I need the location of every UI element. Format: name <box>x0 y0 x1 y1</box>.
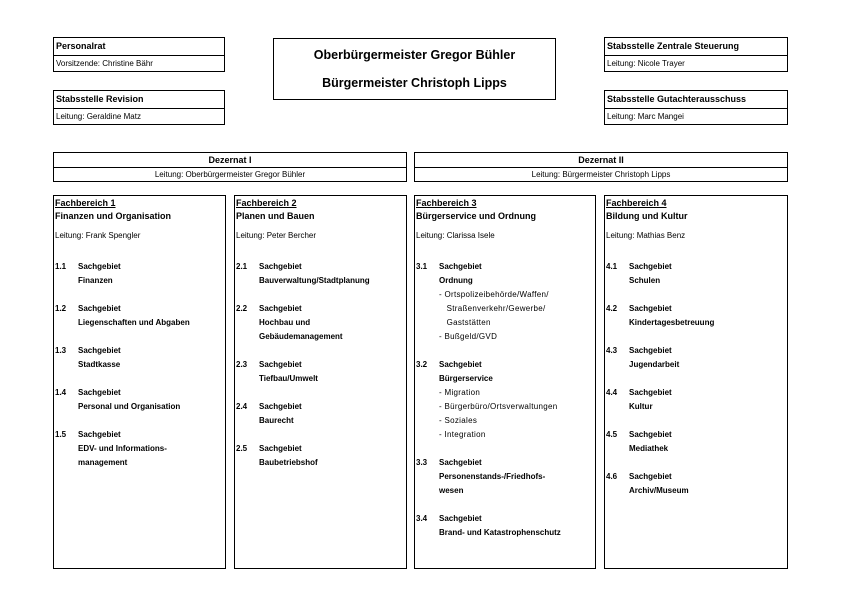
personalrat-title: Personalrat <box>56 41 106 51</box>
sachgebiet-name: Liegenschaften und Abgaben <box>78 318 190 327</box>
fachbereich-1-lead: Leitung: Frank Spengler <box>55 231 141 240</box>
revision-box <box>53 90 225 125</box>
sachgebiet-name: Baubetriebshof <box>259 458 318 467</box>
fachbereich-3-lead: Leitung: Clarissa Isele <box>416 231 495 240</box>
sachgebiet-name: Personal und Organisation <box>78 402 181 411</box>
sachgebiet-number: 3.3 <box>416 458 428 467</box>
sachgebiet-subtask: - Integration <box>439 430 486 439</box>
fachbereich-1-title: Fachbereich 1 <box>55 198 116 208</box>
sachgebiet-name: Kultur <box>629 402 653 411</box>
sachgebiet-number: 3.2 <box>416 360 428 369</box>
sachgebiet-number: 4.4 <box>606 388 618 397</box>
gutachterausschuss-title: Stabsstelle Gutachterausschuss <box>607 94 747 104</box>
sachgebiet-label: Sachgebiet <box>78 262 121 271</box>
sachgebiet-number: 1.2 <box>55 304 67 313</box>
divider <box>54 167 406 168</box>
dezernat-2-title: Dezernat II <box>578 155 624 165</box>
sachgebiet-name: EDV- und Informations- <box>78 444 167 453</box>
sachgebiet-number: 2.2 <box>236 304 248 313</box>
sachgebiet-number: 1.1 <box>55 262 67 271</box>
sachgebiet-name: Archiv/Museum <box>629 486 689 495</box>
revision-lead: Leitung: Geraldine Matz <box>56 112 141 121</box>
sachgebiet-name: Bauverwaltung/Stadtplanung <box>259 276 370 285</box>
sachgebiet-number: 2.5 <box>236 444 248 453</box>
sachgebiet-label: Sachgebiet <box>259 304 302 313</box>
fachbereich-3-box <box>414 195 596 569</box>
dezernat-2-lead: Leitung: Bürgermeister Christoph Lipps <box>531 170 671 179</box>
sachgebiet-name: management <box>78 458 128 467</box>
sachgebiet-subtask: - Bürgerbüro/Ortsverwaltungen <box>439 402 558 411</box>
divider <box>605 108 787 109</box>
mayor-line-1: Oberbürgermeister Gregor Bühler <box>313 48 516 62</box>
fachbereich-4-lead: Leitung: Mathias Benz <box>606 231 686 240</box>
personalrat-box <box>53 37 225 72</box>
sachgebiet-name: Schulen <box>629 276 661 285</box>
sachgebiet-number: 1.4 <box>55 388 67 397</box>
sachgebiet-number: 3.1 <box>416 262 428 271</box>
fachbereich-3-title: Fachbereich 3 <box>416 198 477 208</box>
sachgebiet-subtask: - Bußgeld/GVD <box>439 332 498 341</box>
sachgebiet-name: Ordnung <box>439 276 473 285</box>
fachbereich-4-box <box>604 195 788 569</box>
sachgebiet-subtask: Straßenverkehr/Gewerbe/ <box>439 304 546 313</box>
sachgebiet-label: Sachgebiet <box>439 262 482 271</box>
sachgebiet-name: Baurecht <box>259 416 294 425</box>
sachgebiet-subtask: - Ortspolizeibehörde/Waffen/ <box>439 290 549 299</box>
sachgebiet-label: Sachgebiet <box>78 388 121 397</box>
sachgebiet-subtask: - Migration <box>439 388 481 397</box>
divider <box>54 55 224 56</box>
sachgebiet-label: Sachgebiet <box>259 360 302 369</box>
sachgebiet-number: 4.5 <box>606 430 618 439</box>
fachbereich-3-name: Bürgerservice und Ordnung <box>416 211 537 221</box>
sachgebiet-subtask: Gaststätten <box>439 318 491 327</box>
sachgebiet-name: Gebäudemanagement <box>259 332 343 341</box>
sachgebiet-number: 2.3 <box>236 360 248 369</box>
personalrat-chair: Vorsitzende: Christine Bähr <box>56 59 153 68</box>
fachbereich-1-name: Finanzen und Organisation <box>55 211 172 221</box>
sachgebiet-name: Jugendarbeit <box>629 360 680 369</box>
sachgebiet-label: Sachgebiet <box>78 430 121 439</box>
sachgebiet-label: Sachgebiet <box>629 304 672 313</box>
sachgebiet-number: 1.3 <box>55 346 67 355</box>
sachgebiet-name: Personenstands-/Friedhofs- <box>439 472 546 481</box>
sachgebiet-label: Sachgebiet <box>439 514 482 523</box>
sachgebiet-number: 2.1 <box>236 262 248 271</box>
sachgebiet-number: 2.4 <box>236 402 248 411</box>
sachgebiet-label: Sachgebiet <box>439 458 482 467</box>
sachgebiet-number: 3.4 <box>416 514 428 523</box>
sachgebiet-label: Sachgebiet <box>259 262 302 271</box>
dezernat-1-lead: Leitung: Oberbürgermeister Gregor Bühler <box>154 170 306 179</box>
zentrale-steuerung-lead: Leitung: Nicole Trayer <box>607 59 685 68</box>
divider <box>605 55 787 56</box>
sachgebiet-label: Sachgebiet <box>629 262 672 271</box>
dezernat-1-box <box>53 152 407 182</box>
sachgebiet-label: Sachgebiet <box>259 444 302 453</box>
fachbereich-1-box <box>53 195 226 569</box>
revision-title: Stabsstelle Revision <box>56 94 144 104</box>
sachgebiet-label: Sachgebiet <box>629 346 672 355</box>
sachgebiet-number: 4.3 <box>606 346 618 355</box>
sachgebiet-name: Tiefbau/Umwelt <box>259 374 318 383</box>
sachgebiet-label: Sachgebiet <box>629 472 672 481</box>
gutachterausschuss-box <box>604 90 788 125</box>
mayor-line-2: Bürgermeister Christoph Lipps <box>322 76 507 90</box>
zentrale-steuerung-title: Stabsstelle Zentrale Steuerung <box>607 41 740 51</box>
sachgebiet-subtask: - Soziales <box>439 416 478 425</box>
gutachterausschuss-lead: Leitung: Marc Mangei <box>607 112 684 121</box>
sachgebiet-name: Finanzen <box>78 276 113 285</box>
fachbereich-2-box <box>234 195 407 569</box>
sachgebiet-name: Hochbau und <box>259 318 311 327</box>
sachgebiet-number: 4.2 <box>606 304 618 313</box>
sachgebiet-label: Sachgebiet <box>629 430 672 439</box>
sachgebiet-label: Sachgebiet <box>78 346 121 355</box>
divider <box>415 167 787 168</box>
sachgebiet-name: Stadtkasse <box>78 360 121 369</box>
sachgebiet-label: Sachgebiet <box>259 402 302 411</box>
sachgebiet-name: Bürgerservice <box>439 374 493 383</box>
sachgebiet-number: 4.1 <box>606 262 618 271</box>
fachbereich-2-lead: Leitung: Peter Bercher <box>236 231 317 240</box>
fachbereich-2-title: Fachbereich 2 <box>236 198 297 208</box>
fachbereich-4-name: Bildung und Kultur <box>606 211 688 221</box>
sachgebiet-label: Sachgebiet <box>629 388 672 397</box>
divider <box>54 108 224 109</box>
sachgebiet-name: wesen <box>439 486 464 495</box>
sachgebiet-label: Sachgebiet <box>78 304 121 313</box>
fachbereich-4-title: Fachbereich 4 <box>606 198 667 208</box>
sachgebiet-name: Brand- und Katastrophenschutz <box>439 528 561 537</box>
fachbereich-2-name: Planen und Bauen <box>236 211 315 221</box>
dezernat-1-title: Dezernat I <box>208 155 252 165</box>
mayor-box <box>273 38 556 100</box>
zentrale-steuerung-box <box>604 37 788 72</box>
sachgebiet-name: Kindertagesbetreuung <box>629 318 715 327</box>
dezernat-2-box <box>414 152 788 182</box>
sachgebiet-name: Mediathek <box>629 444 669 453</box>
sachgebiet-label: Sachgebiet <box>439 360 482 369</box>
sachgebiet-number: 4.6 <box>606 472 618 481</box>
sachgebiet-number: 1.5 <box>55 430 67 439</box>
